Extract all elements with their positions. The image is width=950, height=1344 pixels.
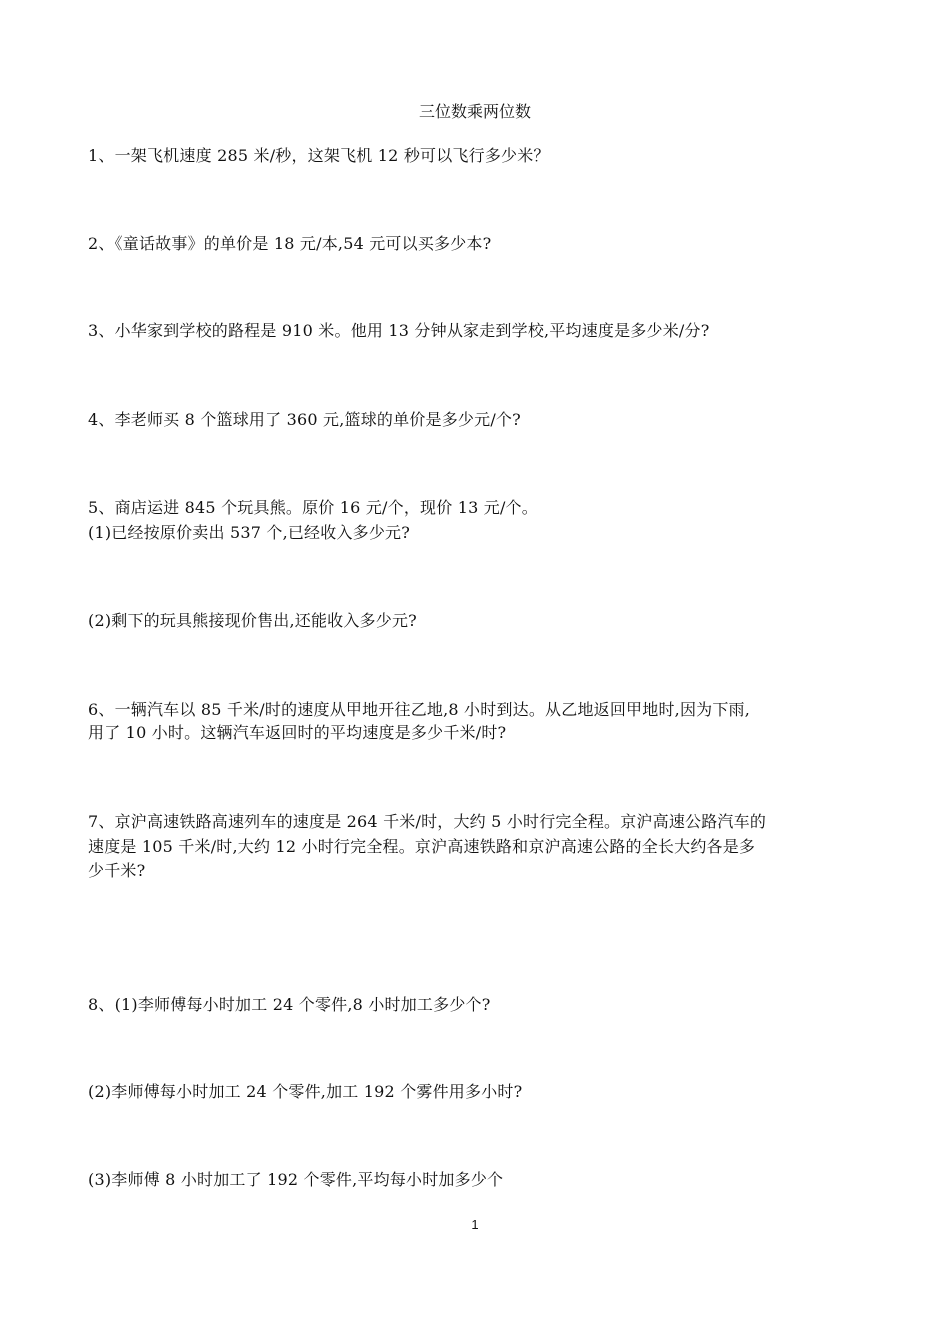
question-5-part-1: (1)已经按原价卖出 537 个,已经收入多少元? [88,523,411,542]
question-8-part-3: (3)李师傅 8 小时加工了 192 个零件,平均每小时加多少个 [88,1170,504,1189]
question-5-part-2: (2)剩下的玩具熊接现价售出,还能收入多少元? [88,611,417,630]
question-4: 4、李老师买 8 个篮球用了 360 元,篮球的单价是多少元/个? [88,410,521,429]
question-8-part-2: (2)李师傅每小时加工 24 个零件,加工 192 个雾件用多小时? [88,1082,523,1101]
question-7-line-2: 速度是 105 千米/时,大约 12 小时行完全程。京沪高速铁路和京沪高速公路的全长大约各是多 [88,837,756,856]
question-6-line-1: 6、一辆汽车以 85 千米/时的速度从甲地开往乙地,8 小时到达。从乙地返回甲地时,因为下雨, [88,700,751,719]
question-6-line-2: 用了 10 小时。这辆汽车返回时的平均速度是多少千米/时? [88,723,507,742]
question-5-stem: 5、商店运进 845 个玩具熊。原价 16 元/个，现价 13 元/个。 [88,498,538,517]
page-title: 三位数乘两位数 [418,102,531,121]
question-1: 1、一架飞机速度 285 米/秒，这架飞机 12 秒可以飞行多少米？ [88,146,550,165]
question-2: 2、《童话故事》的单价是 18 元/本,54 元可以买多少本? [88,234,492,253]
question-8-part-1: 8、(1)李师傅每小时加工 24 个零件,8 小时加工多少个? [88,995,491,1014]
question-7-line-3: 少千米? [88,861,146,880]
question-7-line-1: 7、京沪高速铁路高速列车的速度是 264 千米/时，大约 5 小时行完全程。京沪高速公路汽车的 [88,812,767,831]
page-number: 1 [471,1217,479,1232]
question-3: 3、小华家到学校的路程是 910 米。他用 13 分钟从家走到学校,平均速度是多少米/分? [88,321,710,340]
